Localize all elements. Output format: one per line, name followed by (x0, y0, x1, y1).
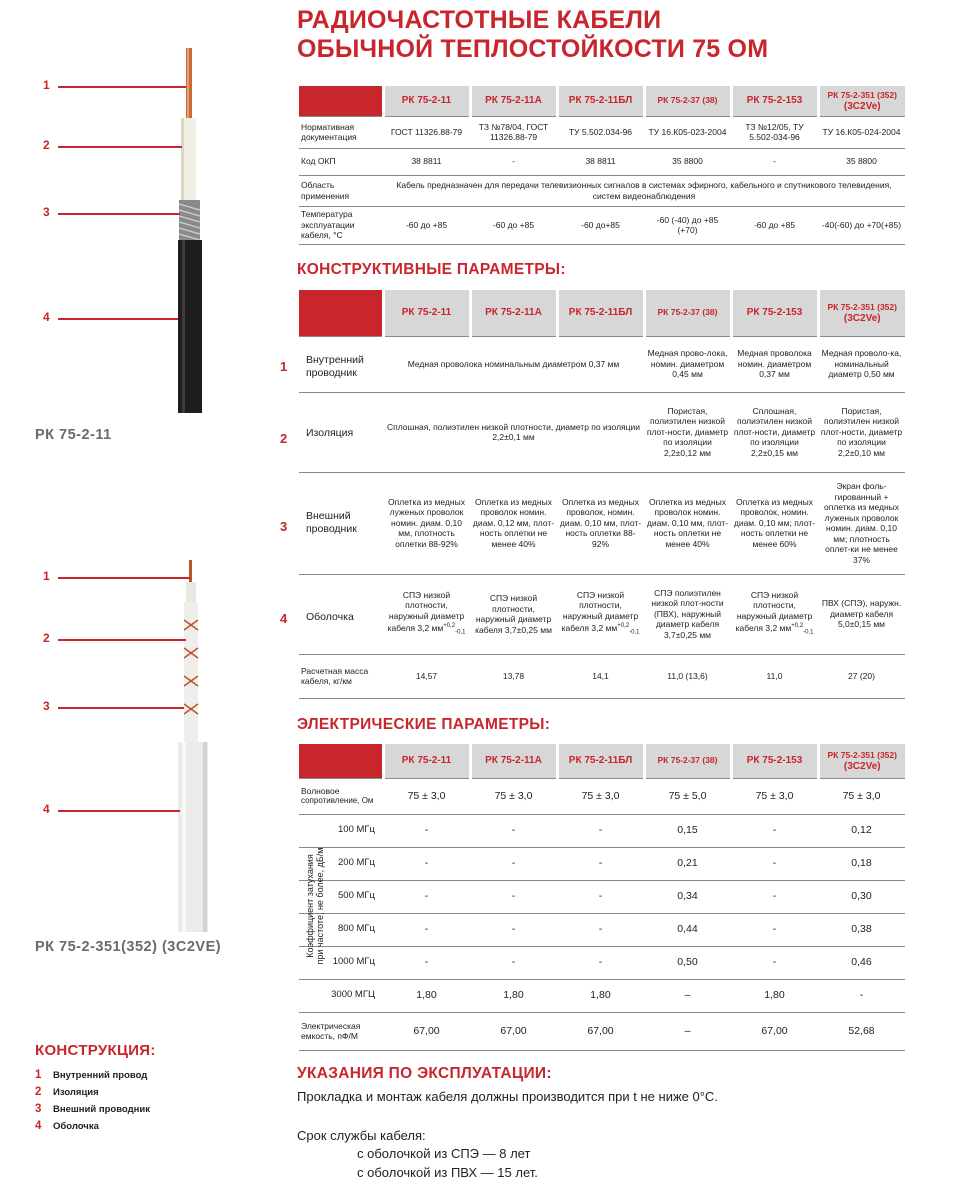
col-header: РК 75-2-11 (383, 744, 470, 778)
title-line-2: ОБЫЧНОЙ ТЕПЛОСТОЙКОСТИ 75 ОМ (297, 35, 769, 63)
cable-photo-rk75-2-351 (170, 560, 216, 932)
tol-up: +0,2 (791, 623, 804, 630)
col-header: РК 75-2-11БЛ (557, 290, 644, 336)
row-label: Нормативная документация (299, 116, 383, 148)
cell: - (470, 913, 557, 946)
legend-num: 2 (35, 1086, 42, 1098)
cell (557, 574, 644, 654)
cell: 0,30 (818, 880, 905, 913)
cell: -60 до +85 (470, 206, 557, 244)
general-table (299, 86, 905, 245)
col-header-line: РК 75-2-351 (352) (827, 301, 897, 312)
row-number-2: 2 (280, 431, 288, 446)
tol-down: -0,1 (629, 629, 640, 636)
row-number-4: 4 (280, 611, 288, 626)
cell: - (383, 814, 470, 847)
cell: 0,38 (818, 913, 905, 946)
col-header (818, 86, 905, 116)
cell: -40(-60) до +70(+85) (818, 206, 905, 244)
cable-1-drawing (170, 48, 210, 413)
cell: ТУ 5.502.034-96 (557, 116, 644, 148)
legend-text: Внешний проводник (53, 1104, 150, 1115)
section-electric: ЭЛЕКТРИЧЕСКИЕ ПАРАМЕТРЫ: (297, 716, 551, 733)
freq-cell: 1000 МГц (299, 946, 383, 979)
capacitance-label-2: емкость, пФ/М (301, 1031, 358, 1041)
cell: 35 8800 (644, 148, 731, 175)
cell: – (644, 1012, 731, 1050)
freq-cell: 500 МГц (299, 880, 383, 913)
usage-line-2: Срок службы кабеля: (297, 1128, 426, 1143)
cell: 67,00 (557, 1012, 644, 1050)
col-header: РК 75-2-11А (470, 86, 557, 116)
cell: 0,15 (644, 814, 731, 847)
col-header: РК 75-2-11 (383, 290, 470, 336)
cell: -60 до +85 (731, 206, 818, 244)
tol-up: +0,2 (617, 623, 630, 630)
callout-line-1 (58, 86, 186, 88)
construct-table (299, 290, 905, 699)
cell: – (644, 979, 731, 1012)
cell: ПВХ (СПЭ), наружн. диаметр кабеля 5,0±0,15 мм (818, 574, 905, 654)
section-construct: КОНСТРУКТИВНЫЕ ПАРАМЕТРЫ: (297, 261, 566, 278)
callout-2-line-2 (58, 639, 186, 641)
impedance-label-2: сопротивление, Ом (301, 796, 374, 805)
col-header: РК 75-2-37 (38) (644, 86, 731, 116)
cell: - (383, 880, 470, 913)
cell: - (470, 814, 557, 847)
cell: - (731, 847, 818, 880)
cell: 75 ± 3,0 (470, 778, 557, 814)
impedance-label-1: Волновое (301, 785, 340, 796)
cell: Оплетка из медных луженых проволок номин. диам. 0,10 мм, плотность оплетки 88-92% (383, 472, 470, 574)
cell: -60 до +85 (383, 206, 470, 244)
callout-2-line-3 (58, 707, 184, 709)
cell: ТЗ №78/04, ГОСТ 11326.88-79 (470, 116, 557, 148)
cell: 38 8811 (383, 148, 470, 175)
row-label: Температура эксплуатации кабеля, °С (299, 206, 383, 244)
cell: 0,50 (644, 946, 731, 979)
cell: Пористая, полиэтилен низкой плот-ности, диаметр по изоляции 2,2±0,10 мм (818, 392, 905, 472)
freq-cell: 3000 МГЦ (299, 979, 383, 1012)
callout-2-4: 4 (43, 802, 50, 816)
legend-item-1 (35, 1069, 147, 1081)
cell: 75 ± 3,0 (818, 778, 905, 814)
callout-1: 1 (43, 78, 50, 92)
cell: 0,12 (818, 814, 905, 847)
cell: Медная проволо-ка, номинальный диаметр 0,50 мм (818, 336, 905, 392)
col-header-line: РК 75-2-351 (352) (827, 89, 897, 100)
cell: Оплетка из медных проволок, номин. диам. 0,10 мм, плот-ность оплетки 88-92% (557, 472, 644, 574)
legend-num: 3 (35, 1103, 42, 1115)
tol-down: -0,1 (455, 629, 466, 636)
legend-title: КОНСТРУКЦИЯ: (35, 1042, 156, 1059)
cell: СПЭ низкой плотности, наружный диаметр кабеля 3,7±0,25 мм (470, 574, 557, 654)
merged-cell: Кабель предназначен для передачи телевизионных сигналов в системах эфирного, кабельного и спутникового телевидения, систем видеонаблюдения (383, 175, 905, 206)
cell: - (557, 814, 644, 847)
col-header: РК 75-2-37 (38) (644, 290, 731, 336)
cell: - (818, 979, 905, 1012)
callout-line-3 (58, 213, 180, 215)
sheath-text: СПЭ низкой плотности, наружный диаметр кабеля 3,2 мм (561, 589, 639, 634)
sheath-text: СПЭ низкой плотности, наружный диаметр кабеля 3,2 мм (735, 589, 813, 634)
legend-text: Оболочка (53, 1121, 99, 1132)
attenuation-label (302, 826, 328, 986)
cell: 14,57 (383, 654, 470, 698)
tol-up: +0,2 (443, 623, 456, 630)
cell: ГОСТ 11326.88-79 (383, 116, 470, 148)
callout-2: 2 (43, 138, 50, 152)
callout-2-1: 1 (43, 569, 50, 583)
row-label (299, 778, 383, 814)
cell: Оплетка из медных проволок номин. диам. 0,12 мм, плот-ность оплетки не менее 40% (470, 472, 557, 574)
cell: 11,0 (13,6) (644, 654, 731, 698)
col-header: РК 75-2-11 (383, 86, 470, 116)
cell: 75 ± 3,0 (557, 778, 644, 814)
cell: 38 8811 (557, 148, 644, 175)
page-title (297, 6, 768, 64)
cell: - (383, 847, 470, 880)
col-header: РК 75-2-153 (731, 86, 818, 116)
freq-cell: 100 МГц (299, 814, 383, 847)
usage-line-1: Прокладка и монтаж кабеля должны производится при t не ниже 0°С. (297, 1089, 718, 1104)
cell: 67,00 (383, 1012, 470, 1050)
header-accent (299, 290, 383, 336)
cell: 13,78 (470, 654, 557, 698)
col-header: РК 75-2-11БЛ (557, 86, 644, 116)
cable-2-drawing (170, 560, 216, 932)
cell: 75 ± 5,0 (644, 778, 731, 814)
cell: - (383, 913, 470, 946)
usage-line-4: с оболочкой из ПВХ — 15 лет. (357, 1165, 538, 1180)
cell: Экран фоль-гированный + оплетка из медных луженых проволок номин. диам. 0,10 мм; плотность оплет-ки не менее 37% (818, 472, 905, 574)
cell: 35 8800 (818, 148, 905, 175)
cell: Сплошная, полиэтилен низкой плот-ности, диаметр по изоляции 2,2±0,15 мм (731, 392, 818, 472)
cell (383, 574, 470, 654)
cell: - (470, 880, 557, 913)
cell: - (470, 946, 557, 979)
freq-cell: 800 МГц (299, 913, 383, 946)
legend-text: Изоляция (53, 1087, 99, 1098)
col-header: РК 75-2-37 (38) (644, 744, 731, 778)
attenuation-line-2: при частоте, не более, дБ/м (315, 847, 325, 965)
col-header (818, 744, 905, 778)
header-accent (299, 86, 383, 116)
caption-cable-1: РК 75-2-11 (35, 427, 112, 443)
col-header: РК 75-2-153 (731, 744, 818, 778)
cell: 1,80 (731, 979, 818, 1012)
cell: 27 (20) (818, 654, 905, 698)
cell: Медная проволока номин. диаметром 0,37 мм (731, 336, 818, 392)
sheath-text: СПЭ низкой плотности, наружный диаметр кабеля 3,2 мм (387, 589, 465, 634)
legend-num: 1 (35, 1069, 42, 1081)
col-header: РК 75-2-11А (470, 290, 557, 336)
caption-cable-2: РК 75-2-351(352) (3С2VE) (35, 939, 222, 955)
usage-line-3: с оболочкой из СПЭ — 8 лет (357, 1146, 531, 1161)
cable-photo-rk75-2-11 (170, 48, 210, 413)
cell: - (731, 913, 818, 946)
cell: - (731, 880, 818, 913)
tol-down: -0,1 (803, 629, 814, 636)
callout-2-3: 3 (43, 699, 50, 713)
col-header: РК 75-2-11А (470, 744, 557, 778)
electric-table (299, 744, 905, 1051)
cell: Медная прово-лока, номин. диаметром 0,45 мм (644, 336, 731, 392)
cell: - (731, 946, 818, 979)
cell: - (731, 814, 818, 847)
cell: 1,80 (470, 979, 557, 1012)
col-header (818, 290, 905, 336)
callout-line-2 (58, 146, 182, 148)
cell: 0,44 (644, 913, 731, 946)
legend-item-2 (35, 1086, 99, 1098)
row-label-inner-conductor: Внутренний проводник (306, 354, 364, 379)
cell: 0,18 (818, 847, 905, 880)
row-number-3: 3 (280, 519, 288, 534)
merged-cell: Медная проволока номинальным диаметром 0,37 мм (383, 336, 644, 392)
col-header: РК 75-2-11БЛ (557, 744, 644, 778)
cell: - (470, 847, 557, 880)
col-header-line: (3С2Ve) (843, 100, 881, 112)
row-label: Расчетная масса кабеля, кг/км (299, 654, 383, 698)
row-label: Область применения (299, 175, 383, 206)
cell: 75 ± 3,0 (383, 778, 470, 814)
cell: - (731, 148, 818, 175)
cell: -60 (-40) до +85 (+70) (644, 206, 731, 244)
callout-4: 4 (43, 310, 50, 324)
cell: -60 до+85 (557, 206, 644, 244)
cell: 14,1 (557, 654, 644, 698)
section-usage: УКАЗАНИЯ ПО ЭКСПЛУАТАЦИИ: (297, 1065, 552, 1082)
legend-item-4 (35, 1120, 99, 1132)
cell: Оплетка из медных проволок, номин. диам. 0,10 мм; плот-ность оплетки не менее 60% (731, 472, 818, 574)
cell: Оплетка из медных проволок номин. диам. 0,10 мм, плот-ность оплетки не менее 40% (644, 472, 731, 574)
cell: - (470, 148, 557, 175)
row-label-outer-conductor: Внешний проводник (306, 510, 357, 535)
col-header: РК 75-2-153 (731, 290, 818, 336)
cell: ТУ 16.К05-023-2004 (644, 116, 731, 148)
legend-item-3 (35, 1103, 150, 1115)
legend-text: Внутренний провод (53, 1070, 148, 1081)
cell: 0,21 (644, 847, 731, 880)
callout-2-line-1 (58, 577, 190, 579)
legend-num: 4 (35, 1120, 42, 1132)
cell (731, 574, 818, 654)
cell: - (557, 880, 644, 913)
callout-2-line-4 (58, 810, 180, 812)
row-number-1: 1 (280, 359, 288, 374)
callout-3: 3 (43, 205, 50, 219)
cell: ТУ 16.К05-024-2004 (818, 116, 905, 148)
cell: 1,80 (557, 979, 644, 1012)
header-accent (299, 744, 383, 778)
col-header-line: (3С2Ve) (843, 760, 881, 772)
cell: СПЭ полиэтилен низкой плот-ности (ПВХ), наружный диаметр кабеля 3,7±0,25 мм (644, 574, 731, 654)
col-header-line: (3С2Ve) (843, 312, 881, 324)
row-label-insulation: Изоляция (306, 427, 354, 439)
freq-cell: 200 МГц (299, 847, 383, 880)
cell: 0,46 (818, 946, 905, 979)
cell: - (557, 847, 644, 880)
title-line-1: РАДИОЧАСТОТНЫЕ КАБЕЛИ (297, 6, 662, 34)
attenuation-line-1: Коэффициент затухания (305, 854, 315, 958)
cell: - (557, 946, 644, 979)
callout-line-4 (58, 318, 178, 320)
attenuation-label-text (305, 847, 325, 964)
capacitance-label-1: Электрическая (301, 1020, 361, 1031)
cell: 11,0 (731, 654, 818, 698)
merged-cell: Сплошная, полиэтилен низкой плотности, диаметр по изоляции 2,2±0,1 мм (383, 392, 644, 472)
cell: Пористая, полиэтилен низкой плот-ности, диаметр по изоляции 2,2±0,12 мм (644, 392, 731, 472)
cell: ТЗ №12/05, ТУ 5.502-034-96 (731, 116, 818, 148)
cell: 1,80 (383, 979, 470, 1012)
cell: - (383, 946, 470, 979)
cell: 75 ± 3,0 (731, 778, 818, 814)
cell: 67,00 (731, 1012, 818, 1050)
callout-2-2: 2 (43, 631, 50, 645)
col-header-line: РК 75-2-351 (352) (827, 749, 897, 760)
row-label-sheath: Оболочка (306, 611, 354, 623)
cell: 52,68 (818, 1012, 905, 1050)
cell: 67,00 (470, 1012, 557, 1050)
cell: 0,34 (644, 880, 731, 913)
cell: - (557, 913, 644, 946)
row-label (299, 1012, 383, 1050)
row-label: Код ОКП (299, 148, 383, 175)
